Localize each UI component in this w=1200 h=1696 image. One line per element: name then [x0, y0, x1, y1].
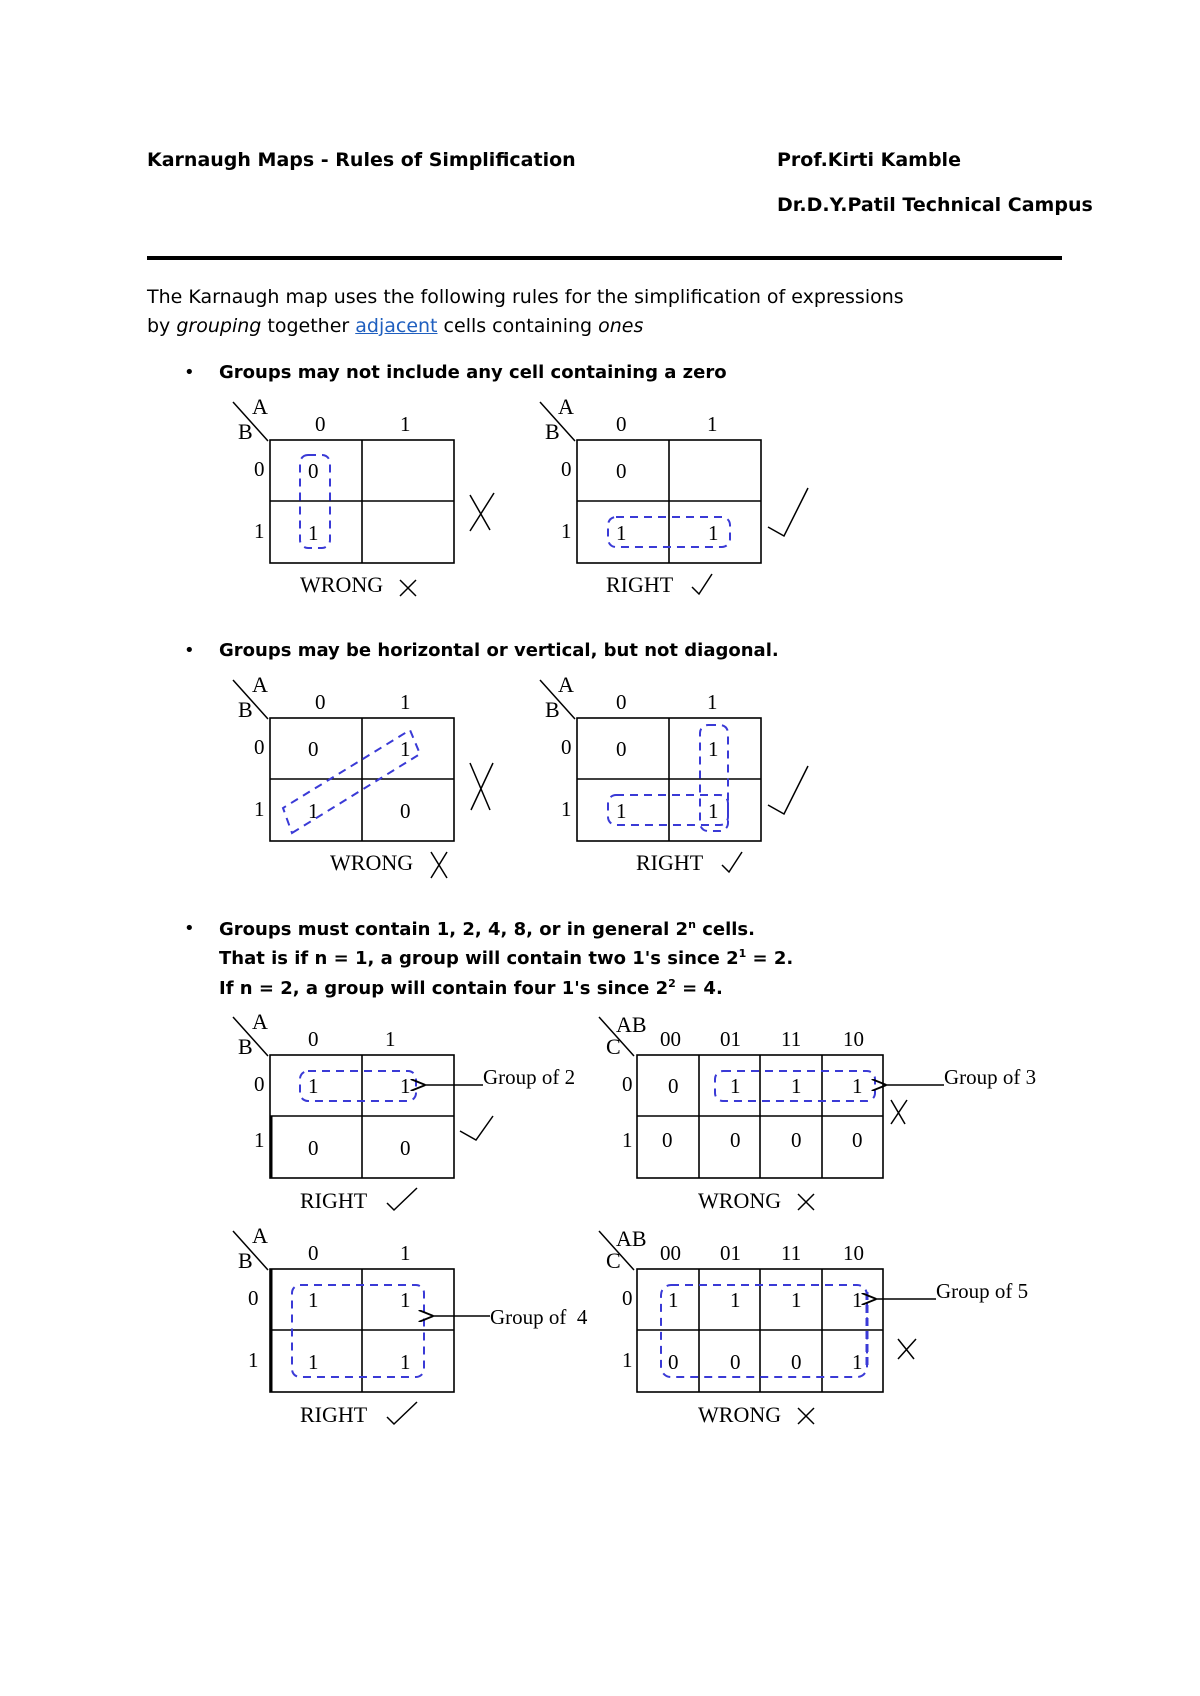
cell-value: 0	[400, 799, 411, 823]
kmap-grid	[270, 440, 454, 563]
row-header: 1	[561, 797, 572, 821]
group-outline	[283, 730, 420, 833]
col-header: 00	[660, 1241, 681, 1265]
axis-label-ab: AB	[616, 1226, 647, 1251]
cell-value: 1	[791, 1074, 802, 1098]
axis-label-a: A	[252, 394, 268, 419]
cell-value: 1	[616, 799, 627, 823]
corner-diagonal	[233, 402, 268, 441]
cell-value: 0	[730, 1128, 741, 1152]
axis-label-a: A	[252, 1223, 268, 1248]
check-mark-icon	[722, 852, 742, 872]
rule-3-line-2	[219, 947, 793, 969]
intro-emphasis-grouping: grouping	[176, 315, 262, 337]
cross-mark-icon	[798, 1408, 814, 1424]
cell-value: 0	[852, 1128, 863, 1152]
row-header: 0	[254, 1072, 265, 1096]
axis-label-c: C	[606, 1034, 621, 1059]
corner-diagonal	[599, 1231, 634, 1270]
col-header: 1	[400, 1241, 411, 1265]
bullet-marker: •	[184, 918, 195, 939]
map-caption: WRONG	[698, 1402, 782, 1427]
kmap-1	[233, 394, 494, 597]
cell-value: 1	[400, 1074, 411, 1098]
map-caption: RIGHT	[300, 1402, 368, 1427]
corner-diagonal	[540, 402, 575, 441]
rule-1-text: Groups may not include any cell containing a zero	[219, 362, 727, 383]
corner-diagonal	[233, 1017, 268, 1056]
group-outline	[715, 1071, 875, 1101]
cross-mark-icon	[891, 1100, 907, 1124]
intro-emphasis-ones: ones	[598, 315, 644, 337]
rule-3-line-2-part: That is if n = 1, a group will contain two 1's since 2	[219, 948, 739, 969]
bullet-marker: •	[184, 362, 195, 383]
corner-diagonal	[540, 680, 575, 719]
rule-3-line-2-superscript: 1	[738, 947, 747, 960]
axis-label-ab: AB	[616, 1012, 647, 1037]
kmap-grid	[270, 1055, 454, 1178]
map-caption: WRONG	[330, 850, 414, 875]
col-header: 0	[315, 690, 326, 714]
map-caption: WRONG	[300, 572, 384, 597]
cell-value: 1	[708, 521, 719, 545]
intro-line-1: The Karnaugh map uses the following rules for the simplification of expressions	[147, 286, 904, 308]
map-caption: RIGHT	[300, 1188, 368, 1213]
cell-value: 1	[730, 1288, 741, 1312]
corner-diagonal	[599, 1017, 634, 1056]
row-header: 0	[248, 1286, 259, 1310]
cross-mark-icon	[898, 1339, 916, 1359]
cross-mark-icon	[470, 763, 493, 810]
axis-label-b: B	[545, 697, 560, 722]
row-header: 0	[254, 735, 265, 759]
cell-value: 1	[852, 1074, 863, 1098]
cell-value: 1	[852, 1350, 863, 1374]
col-header: 0	[308, 1027, 319, 1051]
kmap-grid	[270, 1269, 454, 1392]
row-header: 1	[254, 797, 265, 821]
cell-value: 1	[308, 1350, 319, 1374]
kmap-8	[599, 1226, 1028, 1427]
corner-diagonal	[233, 1231, 268, 1270]
kmap-grid	[577, 718, 761, 841]
kmap-5	[233, 1009, 575, 1213]
corner-diagonal	[233, 680, 268, 719]
col-header: 1	[707, 690, 718, 714]
col-header: 00	[660, 1027, 681, 1051]
col-header: 0	[308, 1241, 319, 1265]
cell-value: 1	[308, 1074, 319, 1098]
group-annotation: Group of 5	[936, 1279, 1029, 1303]
cell-value: 1	[616, 521, 627, 545]
kmap-3	[233, 672, 493, 878]
col-header: 10	[843, 1241, 864, 1265]
check-mark-icon	[387, 1188, 417, 1210]
col-header: 1	[385, 1027, 396, 1051]
rule-3-text	[219, 918, 755, 940]
cross-mark-icon	[431, 852, 447, 878]
col-header: 1	[400, 690, 411, 714]
check-mark-icon	[768, 488, 808, 536]
rule-3-part: cells.	[695, 919, 755, 940]
cross-mark-icon	[400, 580, 416, 596]
group-outline	[608, 795, 728, 825]
cell-value: 0	[400, 1136, 411, 1160]
cell-value: 1	[400, 1288, 411, 1312]
cell-value: 1	[852, 1288, 863, 1312]
col-header: 1	[707, 412, 718, 436]
row-header: 0	[622, 1072, 633, 1096]
rule-3-line-3	[219, 977, 723, 999]
rule-3-superscript: n	[688, 918, 696, 931]
kmap-grid	[577, 440, 761, 563]
rule-3-part: Groups must contain 1, 2, 4, 8, or in general 2	[219, 919, 689, 940]
kmap-grid	[270, 718, 454, 841]
row-header: 0	[622, 1286, 633, 1310]
axis-label-a: A	[252, 672, 268, 697]
col-header: 0	[616, 690, 627, 714]
intro-text: together	[261, 315, 356, 337]
kmap-grid	[637, 1269, 883, 1392]
col-header: 10	[843, 1027, 864, 1051]
cell-value: 0	[730, 1350, 741, 1374]
document-title: Karnaugh Maps - Rules of Simplification	[147, 149, 576, 171]
group-outline	[300, 1071, 416, 1101]
group-annotation: Group of 4	[490, 1305, 588, 1329]
check-mark-icon	[387, 1402, 417, 1424]
col-header: 01	[720, 1241, 741, 1265]
row-header: 1	[254, 519, 265, 543]
check-mark-icon	[460, 1116, 493, 1140]
intro-text: by	[147, 315, 177, 337]
cross-mark-icon	[798, 1194, 814, 1210]
row-header: 1	[561, 519, 572, 543]
row-header: 1	[254, 1128, 265, 1152]
cell-value: 1	[668, 1288, 679, 1312]
axis-label-b: B	[238, 1248, 253, 1273]
axis-label-a: A	[558, 394, 574, 419]
kmap-2	[540, 394, 808, 597]
cell-value: 1	[791, 1288, 802, 1312]
adjacent-link[interactable]: adjacent	[355, 315, 438, 337]
axis-label-b: B	[545, 419, 560, 444]
kmap-4	[540, 672, 808, 875]
check-mark-icon	[768, 766, 808, 814]
rule-3-line-3-part: If n = 2, a group will contain four 1's since 2	[219, 978, 669, 999]
cell-value: 1	[308, 521, 319, 545]
row-header: 1	[622, 1128, 633, 1152]
col-header: 0	[315, 412, 326, 436]
axis-label-a: A	[252, 1009, 268, 1034]
rule-3-line-2-part: = 2.	[746, 948, 794, 969]
rule-3-line-3-part: = 4.	[675, 978, 723, 999]
axis-label-a: A	[558, 672, 574, 697]
cell-value: 1	[708, 799, 719, 823]
axis-label-c: C	[606, 1248, 621, 1273]
cell-value: 1	[400, 1350, 411, 1374]
rule-2-text: Groups may be horizontal or vertical, but not diagonal.	[219, 640, 779, 661]
cell-value: 0	[791, 1350, 802, 1374]
kmap-grid	[637, 1055, 883, 1178]
row-header: 1	[622, 1348, 633, 1372]
cell-value: 0	[662, 1128, 673, 1152]
cell-value: 1	[400, 737, 411, 761]
cell-value: 0	[616, 459, 627, 483]
map-caption: RIGHT	[636, 850, 704, 875]
check-mark-icon	[692, 574, 712, 594]
col-header: 01	[720, 1027, 741, 1051]
kmap-7	[233, 1223, 588, 1427]
map-caption: RIGHT	[606, 572, 674, 597]
cell-value: 1	[308, 1288, 319, 1312]
cell-value: 0	[308, 1136, 319, 1160]
header-divider	[147, 256, 1062, 260]
axis-label-b: B	[238, 1034, 253, 1059]
col-header: 0	[616, 412, 627, 436]
group-outline	[300, 455, 330, 548]
col-header: 11	[781, 1027, 802, 1051]
axis-label-b: B	[238, 419, 253, 444]
group-annotation: Group of 2	[483, 1065, 576, 1089]
group-annotation: Group of 3	[944, 1065, 1037, 1089]
cell-value: 1	[708, 737, 719, 761]
row-header: 0	[561, 457, 572, 481]
axis-label-b: B	[238, 697, 253, 722]
rule-3-line-3-superscript: 2	[668, 977, 676, 990]
group-outline	[661, 1285, 867, 1377]
intro-text: cells containing	[437, 315, 599, 337]
cell-value: 0	[308, 737, 319, 761]
cross-mark-icon	[470, 493, 494, 531]
cell-value: 0	[791, 1128, 802, 1152]
map-caption: WRONG	[698, 1188, 782, 1213]
institution-name: Dr.D.Y.Patil Technical Campus	[777, 194, 1093, 216]
group-outline	[292, 1285, 424, 1377]
row-header: 1	[248, 1348, 259, 1372]
col-header: 1	[400, 412, 411, 436]
cell-value: 1	[730, 1074, 741, 1098]
col-header: 11	[781, 1241, 802, 1265]
cell-value: 0	[616, 737, 627, 761]
cell-value: 0	[668, 1350, 679, 1374]
intro-line-2	[147, 315, 643, 337]
group-outline	[700, 725, 728, 831]
bullet-marker: •	[184, 640, 195, 661]
author-name: Prof.Kirti Kamble	[777, 149, 961, 171]
cell-value: 0	[668, 1074, 679, 1098]
group-outline	[608, 517, 730, 547]
cell-value: 0	[308, 459, 319, 483]
row-header: 0	[254, 457, 265, 481]
row-header: 0	[561, 735, 572, 759]
cell-value: 1	[308, 799, 319, 823]
kmap-6	[599, 1012, 1036, 1213]
